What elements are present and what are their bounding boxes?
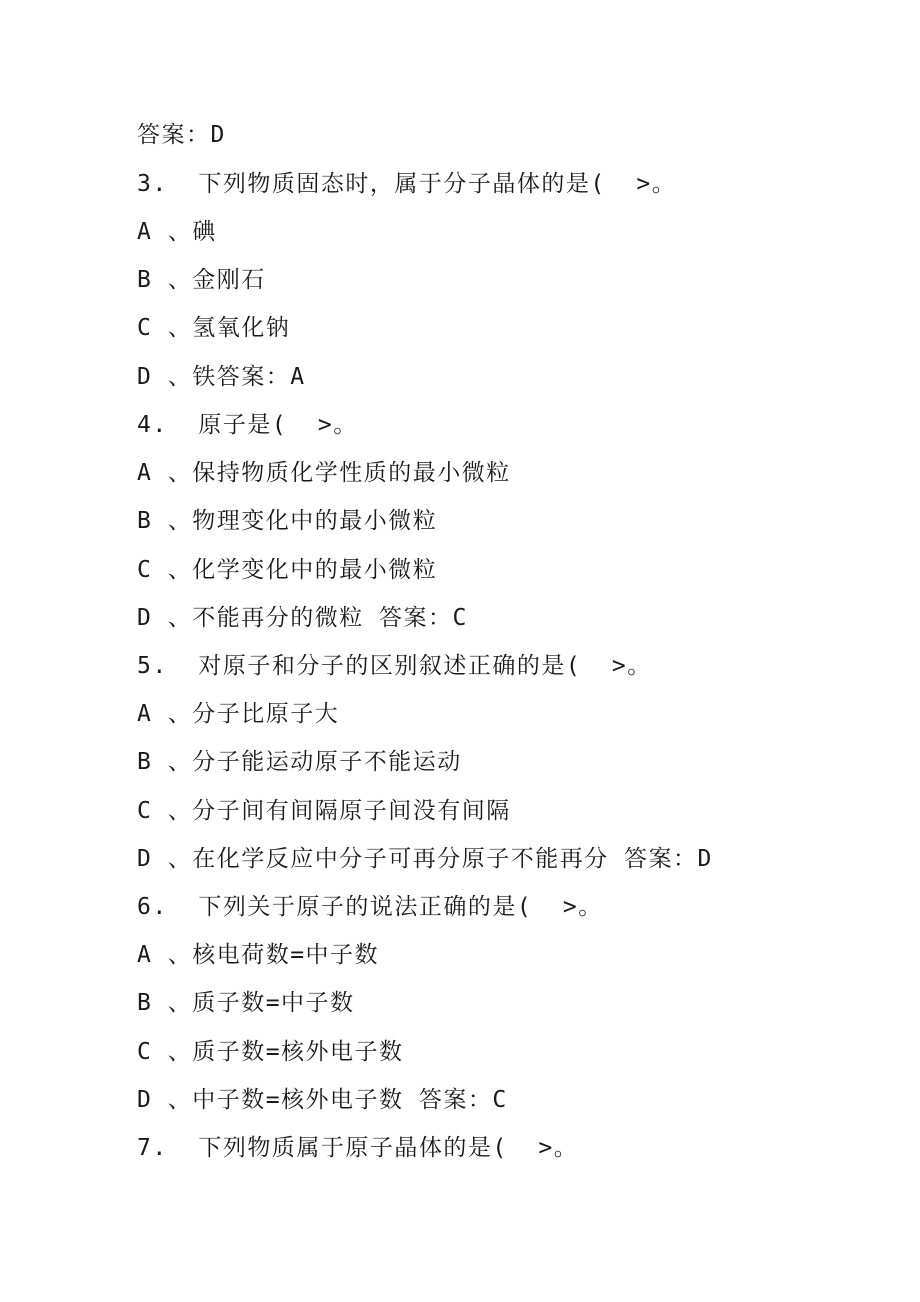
option-5a: A 、分子比原子大 xyxy=(137,701,340,727)
option-6c: C 、质子数=核外电子数 xyxy=(137,1039,404,1065)
question-3: 3. 下列物质固态时，属于分子晶体的是( >。 xyxy=(137,171,677,197)
question-6: 6. 下列关于原子的说法正确的是( >。 xyxy=(137,894,603,920)
question-7: 7. 下列物质属于原子晶体的是( >。 xyxy=(137,1135,579,1161)
option-4a: A 、保持物质化学性质的最小微粒 xyxy=(137,460,511,486)
question-5: 5. 对原子和分子的区别叙述正确的是( >。 xyxy=(137,653,652,679)
option-5d-answer: D 、在化学反应中分子可再分原子不能再分 答案：D xyxy=(137,846,713,872)
option-5b: B 、分子能运动原子不能运动 xyxy=(137,749,462,775)
option-3b: B 、金刚石 xyxy=(137,267,266,293)
option-5c: C 、分子间有间隔原子间没有间隔 xyxy=(137,798,511,824)
option-4d-answer: D 、不能再分的微粒 答案：C xyxy=(137,605,468,631)
question-4: 4. 原子是( >。 xyxy=(137,412,358,438)
option-3c: C 、氢氧化钠 xyxy=(137,315,291,341)
option-4c: C 、化学变化中的最小微粒 xyxy=(137,557,438,583)
option-6d-answer: D 、中子数=核外电子数 答案：C xyxy=(137,1087,508,1113)
option-4b: B 、物理变化中的最小微粒 xyxy=(137,508,438,534)
option-6a: A 、核电荷数=中子数 xyxy=(137,942,380,968)
option-3a: A 、碘 xyxy=(137,219,217,245)
option-6b: B 、质子数=中子数 xyxy=(137,990,355,1016)
option-3d-answer: D 、铁答案：A xyxy=(137,364,306,390)
answer-line: 答案：D xyxy=(137,122,226,148)
